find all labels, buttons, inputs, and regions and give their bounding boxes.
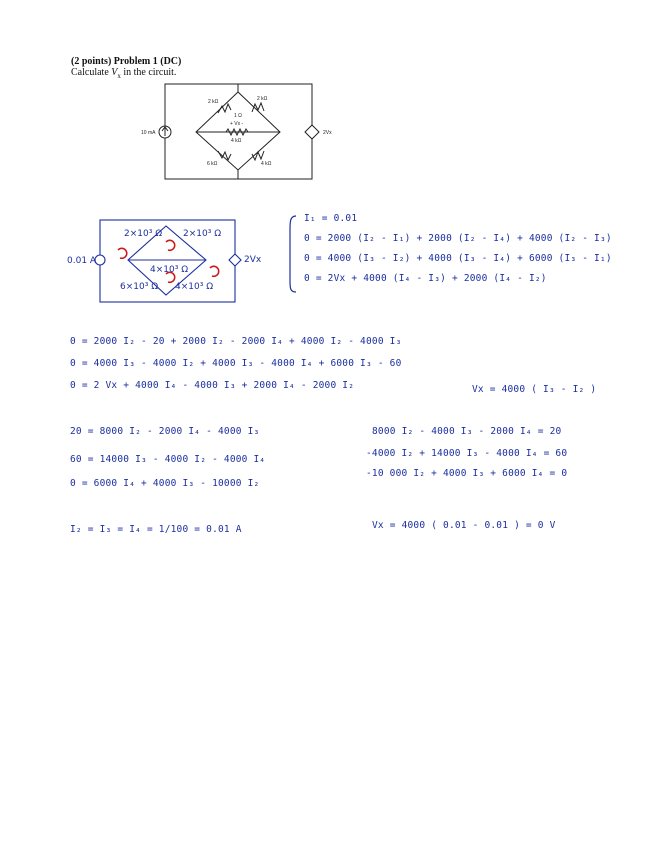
loop-arrow-1	[118, 248, 127, 258]
hw-current-source	[95, 255, 105, 265]
label-source-v: 2Vx	[323, 130, 332, 136]
label-r-mid: 4 kΩ	[231, 138, 242, 144]
simplified-left-3: 0 = 6000 I₄ + 4000 I₃ - 10000 I₂	[70, 478, 260, 489]
prompt-prefix: Calculate	[71, 67, 112, 78]
sys-eq-1: I₁ = 0.01	[304, 213, 358, 224]
prompt-sub: x	[117, 72, 121, 80]
sys-eq-3: 0 = 4000 (I₃ - I₂) + 4000 (I₃ - I₄) + 6000 (I₃ - I₁)	[304, 253, 612, 264]
hw-label-r-tl: 2×10³ Ω	[124, 229, 163, 239]
simplified-right-2: -4000 I₂ + 14000 I₃ - 4000 I₄ = 60	[366, 448, 568, 459]
hw-label-vsrc: 2Vx	[244, 255, 262, 265]
label-r-tl: 2 kΩ	[208, 99, 219, 105]
expanded-eq-2: 0 = 4000 I₃ - 4000 I₂ + 4000 I₃ - 4000 I₄ + 6000 I₃ - 60	[70, 358, 402, 369]
hw-label-src: 0.01 A	[67, 256, 97, 266]
hw-label-r-mid: 4×10³ Ω	[150, 265, 189, 275]
hw-label-r-tr: 2×10³ Ω	[183, 229, 222, 239]
system-brace	[290, 216, 296, 292]
loop-arrow-4	[210, 266, 219, 276]
hw-vsource	[229, 254, 241, 266]
expanded-eq-3: 0 = 2 Vx + 4000 I₄ - 4000 I₃ + 2000 I₄ - 2000 I₂	[70, 380, 355, 391]
label-vx: + Vx -	[230, 121, 244, 127]
simplified-right-3: -10 000 I₂ + 4000 I₃ + 6000 I₄ = 0	[366, 468, 568, 479]
prompt-var: V	[111, 67, 118, 78]
prompt-suffix: in the circuit.	[120, 67, 177, 78]
simplified-right-1: 8000 I₂ - 4000 I₃ - 2000 I₄ = 20	[372, 426, 562, 437]
sys-eq-4: 0 = 2Vx + 4000 (I₄ - I₃) + 2000 (I₄ - I₂)	[304, 273, 547, 284]
simplified-left-1: 20 = 8000 I₂ - 2000 I₄ - 4000 I₃	[70, 426, 260, 437]
label-source-i: 10 mA	[141, 130, 156, 136]
problem-title: (2 points) Problem 1 (DC)	[71, 56, 182, 67]
result-currents: I₂ = I₃ = I₄ = 1/100 = 0.01 A	[70, 524, 242, 535]
label-r-br: 4 kΩ	[261, 161, 272, 167]
hw-label-r-br: 4×10³ Ω	[175, 282, 214, 292]
result-vx: Vx = 4000 ( 0.01 - 0.01 ) = 0 V	[372, 520, 556, 531]
vx-definition: Vx = 4000 ( I₃ - I₂ )	[472, 384, 597, 395]
expanded-eq-1: 0 = 2000 I₂ - 20 + 2000 I₂ - 2000 I₄ + 4000 I₂ - 4000 I₃	[70, 336, 402, 347]
hw-label-r-bl: 6×10³ Ω	[120, 282, 159, 292]
sys-eq-2: 0 = 2000 (I₂ - I₁) + 2000 (I₂ - I₄) + 4000 (I₂ - I₃)	[304, 233, 612, 244]
label-r-mid-top: 1 Ω	[234, 113, 242, 119]
label-r-tr: 2 kΩ	[257, 96, 268, 102]
simplified-left-2: 60 = 14000 I₃ - 4000 I₂ - 4000 I₄	[70, 454, 266, 465]
loop-arrow-2	[166, 240, 175, 250]
label-r-bl: 6 kΩ	[207, 161, 218, 167]
